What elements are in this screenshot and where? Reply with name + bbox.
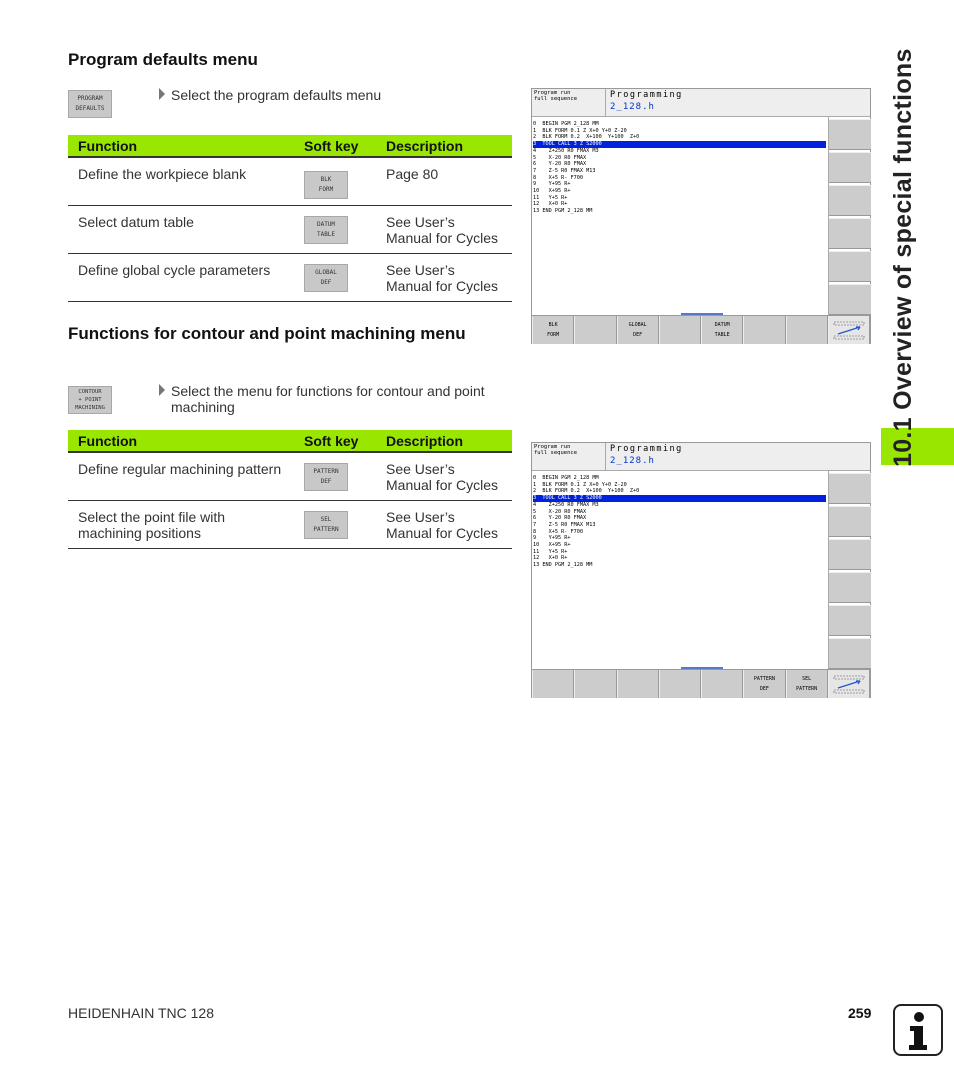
softkey-line: DEF xyxy=(633,332,643,338)
table-row xyxy=(68,253,512,301)
row-softkey-cell xyxy=(294,452,376,500)
softkey-line: DEF xyxy=(320,278,332,286)
programming-header xyxy=(606,89,870,117)
vertical-softkey[interactable] xyxy=(829,539,871,570)
step-arrow-icon xyxy=(159,88,165,100)
program-line[interactable]: 8 X+5 R- F700 xyxy=(533,174,583,181)
softkey-bar xyxy=(532,669,870,698)
row-softkey-cell xyxy=(294,500,376,548)
softkey-line: BLK xyxy=(548,322,558,328)
row-softkey-cell xyxy=(294,157,376,205)
row-description: See User’s Manual for Cycles xyxy=(376,500,512,548)
vertical-softkey-bar xyxy=(828,117,871,315)
page-number: 259 xyxy=(848,1005,872,1021)
softkey-line: TABLE xyxy=(714,332,730,338)
softkey-line: GLOBAL xyxy=(628,322,647,328)
header-function: Function xyxy=(68,430,294,452)
header-softkey: Soft key xyxy=(294,135,376,157)
tnc-screenshot-2 xyxy=(531,442,871,698)
program-line[interactable]: 6 Y-20 R0 FMAX xyxy=(533,515,587,522)
step-arrow-icon xyxy=(159,384,165,396)
blk-form-softkey[interactable] xyxy=(304,171,348,199)
screen-softkey[interactable] xyxy=(574,670,616,698)
header-softkey: Soft key xyxy=(294,430,376,452)
chapter-title: 10.1 Overview of special functions xyxy=(889,48,917,467)
softkey-line: MACHINING xyxy=(75,405,105,411)
softkey-line: PATTERN xyxy=(313,468,339,475)
screen-softkey[interactable] xyxy=(617,316,659,344)
softkey-line: CONTOUR xyxy=(78,389,102,395)
program-line[interactable]: 3 TOOL CALL 3 Z S2000 xyxy=(533,495,826,502)
table-row xyxy=(68,500,512,548)
step-instruction xyxy=(171,383,506,415)
vertical-softkey[interactable] xyxy=(829,251,871,282)
program-line[interactable]: 8 X+5 R- F700 xyxy=(533,528,583,535)
screen-softkey[interactable] xyxy=(743,670,785,698)
header-description: Description xyxy=(376,430,512,452)
vertical-softkey[interactable] xyxy=(829,638,871,669)
row-softkey-cell xyxy=(294,253,376,301)
program-line[interactable]: 2 BLK FORM 0.2 X+100 Y+100 Z+0 xyxy=(533,488,640,495)
softkey-line: PATTERN xyxy=(313,525,339,533)
function-table-1 xyxy=(68,135,512,302)
vertical-softkey-bar xyxy=(828,471,871,669)
screen-softkey[interactable] xyxy=(532,316,574,344)
program-line[interactable]: 13 END PGM 2_128 MM xyxy=(533,562,593,569)
softkey-line: DATUM xyxy=(316,220,336,228)
program-line[interactable]: 5 X-20 R0 FMAX xyxy=(533,508,587,515)
vertical-softkey[interactable] xyxy=(829,506,871,537)
program-line[interactable]: 0 BEGIN PGM 2_128 MM xyxy=(533,475,599,481)
softkey-line: + POINT xyxy=(78,397,102,403)
mode-title: Programming xyxy=(610,90,683,100)
screen-softkey[interactable] xyxy=(574,316,616,344)
program-line[interactable]: 7 Z-5 R0 FMAX M13 xyxy=(533,521,596,528)
screen-softkey[interactable] xyxy=(786,316,828,344)
program-line[interactable]: 10 X+95 R+ xyxy=(533,188,571,195)
step-text: Select the program defaults menu xyxy=(171,87,382,103)
program-line[interactable]: 6 Y-20 R0 FMAX xyxy=(533,161,587,168)
softkey-switch-icon[interactable] xyxy=(828,670,870,698)
screen-softkey[interactable] xyxy=(659,316,701,344)
table-row xyxy=(68,452,512,500)
program-listing xyxy=(533,475,826,569)
mode-title: Programming xyxy=(610,444,683,454)
pattern-def-softkey[interactable] xyxy=(304,463,348,491)
program-line[interactable]: 11 Y+5 R+ xyxy=(533,548,568,555)
screen-softkey[interactable] xyxy=(701,670,743,698)
softkey-bar xyxy=(532,315,870,344)
softkey-line: PATTERN xyxy=(796,686,818,692)
section-title-program-defaults: Program defaults menu xyxy=(68,50,258,69)
info-icon xyxy=(893,1004,943,1056)
vertical-softkey[interactable] xyxy=(829,152,871,183)
screen-softkey[interactable] xyxy=(617,670,659,698)
program-line[interactable]: 4 Z+250 R0 FMAX M3 xyxy=(533,501,599,508)
operating-mode-label xyxy=(532,443,606,471)
softkey-line: DEFAULTS xyxy=(75,105,105,112)
header-description: Description xyxy=(376,135,512,157)
row-description: Page 80 xyxy=(376,157,512,205)
program-line[interactable]: 0 BEGIN PGM 2_128 MM xyxy=(533,121,599,127)
softkey-line: PATTERN xyxy=(753,676,775,682)
screen-softkey[interactable] xyxy=(786,670,828,698)
softkey-line: GLOBAL xyxy=(315,268,337,276)
vertical-softkey[interactable] xyxy=(829,473,871,504)
program-line[interactable]: 12 X+0 R+ xyxy=(533,201,568,208)
mode-text: Program run full sequence xyxy=(534,90,578,102)
program-line[interactable]: 7 Z-5 R0 FMAX M13 xyxy=(533,167,596,174)
function-table-2 xyxy=(68,430,512,549)
softkey-line: SEL xyxy=(802,676,812,682)
program-line[interactable]: 9 Y+95 R+ xyxy=(533,535,571,542)
row-function: Select datum table xyxy=(68,205,294,253)
program-listing xyxy=(533,121,826,215)
softkey-line: DATUM xyxy=(714,322,730,328)
row-description: See User’s Manual for Cycles xyxy=(376,452,512,500)
mode-text: Program run full sequence xyxy=(534,444,578,456)
softkey-line: TABLE xyxy=(316,230,336,238)
softkey-line: FORM xyxy=(547,332,560,338)
vertical-softkey[interactable] xyxy=(829,119,871,150)
program-line[interactable]: 1 BLK FORM 0.1 Z X+0 Y+0 Z-20 xyxy=(533,127,627,134)
program-line[interactable]: 9 Y+95 R+ xyxy=(533,181,571,188)
file-name: 2_128.h xyxy=(610,456,655,466)
vertical-softkey[interactable] xyxy=(829,605,871,636)
sel-pattern-softkey[interactable] xyxy=(304,511,348,539)
screen-softkey[interactable] xyxy=(701,316,743,344)
screen-softkey[interactable] xyxy=(532,670,574,698)
info-glyph xyxy=(895,1006,941,1054)
operating-mode-label xyxy=(532,89,606,117)
section-title-contour-point: Functions for contour and point machining menu xyxy=(68,324,466,343)
vertical-softkey[interactable] xyxy=(829,572,871,603)
table-header xyxy=(68,430,512,452)
step-text: Select the menu for functions for contour and point machining xyxy=(171,383,485,415)
softkey-line: DEF xyxy=(759,686,769,692)
row-description: See User’s Manual for Cycles xyxy=(376,205,512,253)
vertical-softkey[interactable] xyxy=(829,284,871,315)
programming-header xyxy=(606,443,870,471)
softkey-switch-icon[interactable] xyxy=(828,316,870,344)
tnc-screenshot-1 xyxy=(531,88,871,344)
program-line[interactable]: 5 X-20 R0 FMAX xyxy=(533,154,587,161)
vertical-softkey[interactable] xyxy=(829,185,871,216)
program-line[interactable]: 3 TOOL CALL 3 Z S2000 xyxy=(533,141,826,148)
softkey-line: PROGRAM xyxy=(77,95,103,102)
global-def-softkey[interactable] xyxy=(304,264,348,292)
program-line[interactable]: 4 Z+250 R0 FMAX M3 xyxy=(533,147,599,154)
row-function: Define the workpiece blank xyxy=(68,157,294,205)
row-function: Define global cycle parameters xyxy=(68,253,294,301)
row-function: Define regular machining pattern xyxy=(68,452,294,500)
table-row xyxy=(68,205,512,253)
step-instruction xyxy=(171,87,491,103)
softkey-line: SEL xyxy=(320,515,332,523)
header-function: Function xyxy=(68,135,294,157)
row-softkey-cell xyxy=(294,205,376,253)
softkey-line: BLK xyxy=(320,176,332,183)
table-row xyxy=(68,157,512,205)
program-line[interactable]: 12 X+0 R+ xyxy=(533,555,568,562)
table-header xyxy=(68,135,512,157)
footer-product: HEIDENHAIN TNC 128 xyxy=(68,1005,215,1021)
program-defaults-softkey[interactable] xyxy=(68,90,112,118)
screen-softkey[interactable] xyxy=(743,316,785,344)
program-line[interactable]: 13 END PGM 2_128 MM xyxy=(533,208,593,215)
row-description: See User’s Manual for Cycles xyxy=(376,253,512,301)
program-line[interactable]: 2 BLK FORM 0.2 X+100 Y+100 Z+0 xyxy=(533,134,640,141)
program-line[interactable]: 10 X+95 R+ xyxy=(533,542,571,549)
datum-table-softkey[interactable] xyxy=(304,216,348,244)
screen-softkey[interactable] xyxy=(659,670,701,698)
file-name: 2_128.h xyxy=(610,102,655,112)
vertical-softkey[interactable] xyxy=(829,218,871,249)
softkey-line: DEF xyxy=(320,478,332,485)
contour-point-machining-softkey[interactable] xyxy=(68,386,112,414)
program-line[interactable]: 1 BLK FORM 0.1 Z X+0 Y+0 Z-20 xyxy=(533,481,627,488)
row-function: Select the point file with machining positions xyxy=(68,500,294,548)
softkey-line: FORM xyxy=(318,186,334,193)
program-line[interactable]: 11 Y+5 R+ xyxy=(533,194,568,201)
